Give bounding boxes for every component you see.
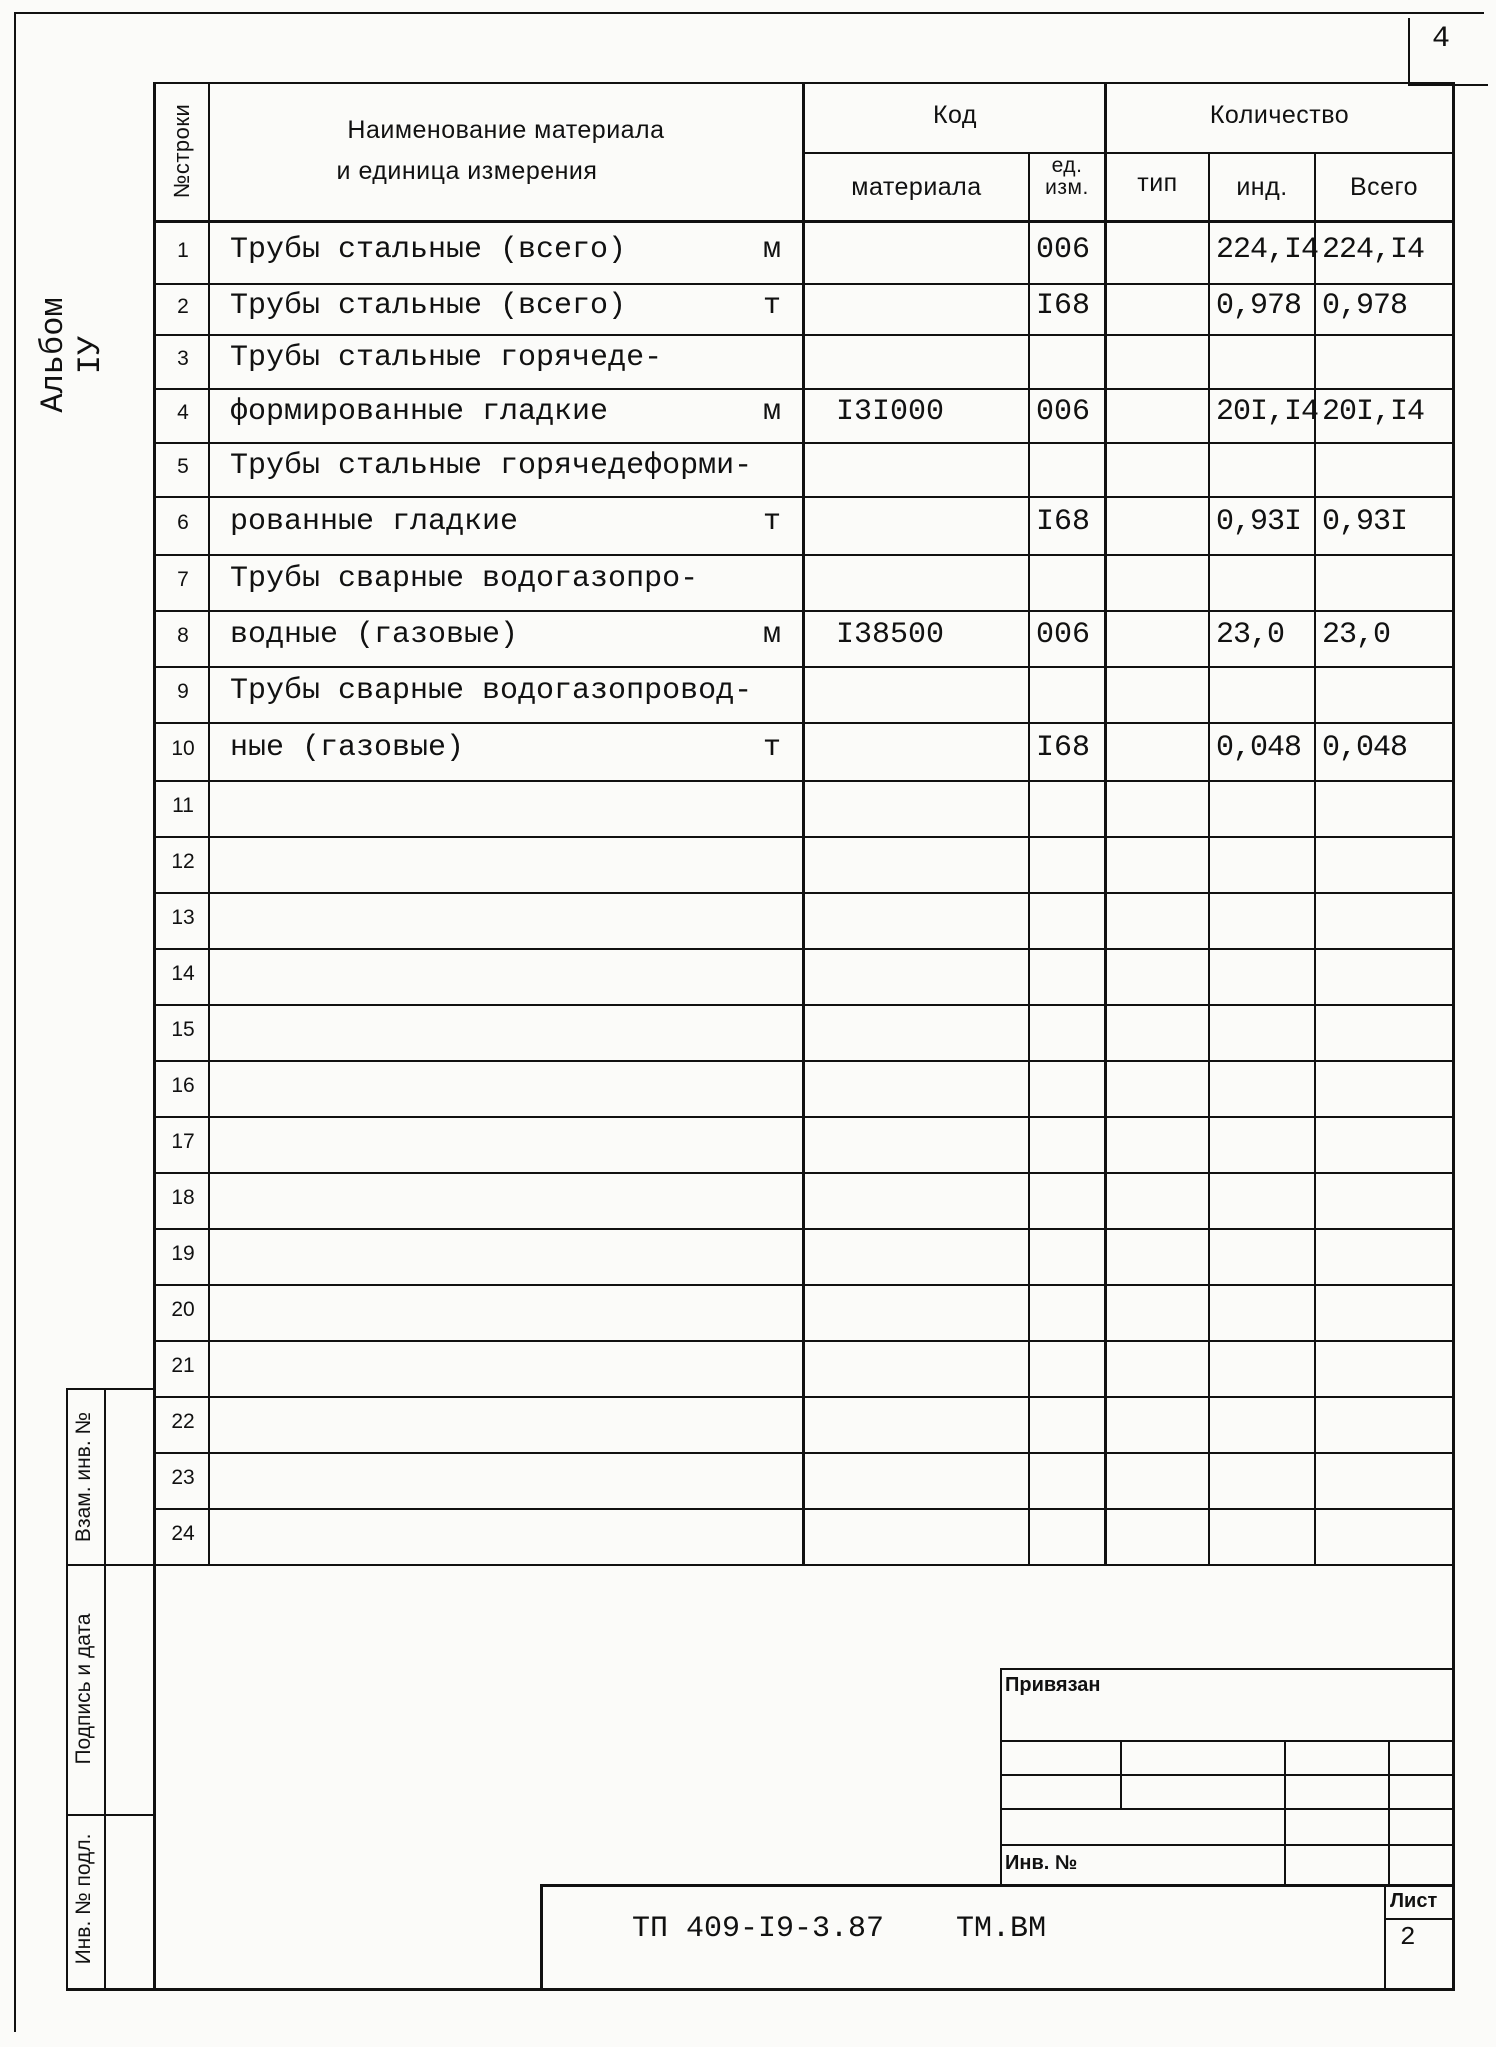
row-number: 14 xyxy=(171,962,195,985)
row-number: 10 xyxy=(171,737,195,760)
header-total: Всего xyxy=(1349,173,1419,201)
side-stamp-left xyxy=(66,1388,68,1990)
row-number: 19 xyxy=(171,1242,195,1265)
row-number: 9 xyxy=(177,680,189,703)
unit-code: I68 xyxy=(1036,288,1091,323)
quantity-total: 224,I4 xyxy=(1322,232,1425,267)
material-name: водные (газовые) xyxy=(230,618,519,652)
left-border xyxy=(14,12,16,2032)
material-name: Трубы сварные водогазопро- xyxy=(230,562,699,596)
quantity-total: 0,978 xyxy=(1322,288,1408,323)
material-name: Трубы стальные горячеде- xyxy=(230,341,663,375)
row-number: 16 xyxy=(171,1074,195,1097)
row-number: 23 xyxy=(171,1466,195,1489)
row-number: 22 xyxy=(171,1410,195,1433)
row-divider xyxy=(153,1228,1455,1230)
header-row-number: №строки xyxy=(169,103,194,199)
row-divider xyxy=(153,334,1455,336)
row-number: 21 xyxy=(171,1354,195,1377)
row-divider xyxy=(153,666,1455,668)
row-number: 2 xyxy=(177,294,189,318)
material-name: формированные гладкие xyxy=(230,395,609,429)
row-divider xyxy=(153,1508,1455,1510)
header-code: Код xyxy=(932,101,977,129)
row-number: 5 xyxy=(177,455,189,478)
page-number: 4 xyxy=(1432,22,1451,56)
row-divider xyxy=(153,836,1455,838)
unit-code: 006 xyxy=(1036,618,1091,652)
header-unit: ед. изм. xyxy=(1045,154,1089,200)
material-name: рованные гладкие xyxy=(230,505,519,539)
row-number: 20 xyxy=(171,1298,195,1321)
row-divider xyxy=(153,1284,1455,1286)
material-code: I38500 xyxy=(836,618,945,652)
unit-symbol: м xyxy=(762,232,781,267)
row-divider xyxy=(153,1116,1455,1118)
row-number: 18 xyxy=(171,1186,195,1209)
row-divider xyxy=(153,388,1455,390)
unit-code: 006 xyxy=(1036,232,1091,267)
header-type: тип xyxy=(1137,169,1178,197)
row-divider xyxy=(153,610,1455,612)
row-divider xyxy=(153,1004,1455,1006)
unit-code: 006 xyxy=(1036,395,1091,429)
title-block-left xyxy=(540,1884,543,1990)
row-divider xyxy=(153,442,1455,444)
material-code: I3I000 xyxy=(836,395,945,429)
row-divider xyxy=(153,554,1455,556)
quantity-ind: 0,978 xyxy=(1216,288,1302,323)
sheet-label: Лист xyxy=(1390,1890,1438,1912)
row-divider xyxy=(153,1172,1455,1174)
quantity-ind: 20I,I4 xyxy=(1216,395,1319,429)
quantity-total: 23,0 xyxy=(1322,618,1391,652)
row-divider xyxy=(153,780,1455,782)
frame-right xyxy=(1452,82,1455,1990)
row-divider xyxy=(153,1396,1455,1398)
row-number: 24 xyxy=(171,1522,195,1545)
material-name: Трубы стальные (всего) xyxy=(230,288,627,323)
row-number: 13 xyxy=(171,906,195,929)
col-sep-material xyxy=(1028,152,1030,1564)
material-name: Трубы стальные горячедеформи- xyxy=(230,449,753,483)
row-divider xyxy=(153,892,1455,894)
col-sep-type xyxy=(1208,152,1210,1564)
row-divider xyxy=(153,496,1455,498)
row-divider xyxy=(153,1060,1455,1062)
unit-symbol: т xyxy=(762,288,781,323)
header-name-line1: Наименование материала xyxy=(347,116,665,144)
row-number: 12 xyxy=(171,850,195,873)
unit-symbol: м xyxy=(762,395,781,429)
row-divider xyxy=(153,1452,1455,1454)
replaced-inv-label: Взам. инв. № xyxy=(72,1411,95,1543)
row-number: 7 xyxy=(177,568,189,591)
document-code: ТП 409-I9-3.87 ТМ.ВМ xyxy=(632,1912,1047,1946)
row-number: 15 xyxy=(171,1018,195,1041)
col-sep-ind xyxy=(1314,152,1316,1564)
row-divider xyxy=(153,1564,1455,1566)
row-divider xyxy=(153,948,1455,950)
unit-code: I68 xyxy=(1036,505,1091,539)
top-border xyxy=(14,12,1484,14)
row-divider xyxy=(153,283,1455,285)
inv-no-label: Инв. № xyxy=(1005,1852,1078,1874)
row-divider xyxy=(153,1340,1455,1342)
quantity-ind: 0,93I xyxy=(1216,505,1302,539)
album-label: Альбом IУ xyxy=(35,297,109,413)
binding-block-top xyxy=(1000,1668,1454,1670)
signature-date-label: Подпись и дата xyxy=(72,1613,95,1765)
row-number: 1 xyxy=(177,238,189,262)
header-ind: инд. xyxy=(1236,173,1288,201)
side-stamp-mid xyxy=(104,1388,106,1990)
quantity-total: 20I,I4 xyxy=(1322,395,1425,429)
title-block-top xyxy=(540,1884,1454,1887)
header-name-line2: и единица измерения xyxy=(336,157,598,185)
unit-symbol: м xyxy=(762,618,781,652)
unit-code: I68 xyxy=(1036,731,1091,765)
quantity-ind: 23,0 xyxy=(1216,618,1285,652)
row-number: 11 xyxy=(172,794,194,817)
material-name: Трубы сварные водогазопровод- xyxy=(230,674,753,708)
row-divider xyxy=(153,722,1455,724)
header-quantity: Количество xyxy=(1209,101,1350,129)
frame-bottom xyxy=(66,1988,1455,1991)
unit-symbol: т xyxy=(762,731,781,765)
row-number: 17 xyxy=(171,1130,195,1153)
row-number: 6 xyxy=(177,511,189,534)
quantity-ind: 224,I4 xyxy=(1216,232,1319,267)
row-number: 3 xyxy=(177,347,189,370)
row-number: 4 xyxy=(177,401,189,424)
material-name: ные (газовые) xyxy=(230,731,465,765)
page-number-box xyxy=(1408,18,1410,84)
binding-block-left xyxy=(1000,1668,1002,1884)
header-material: материала xyxy=(851,173,982,201)
bound-label: Привязан xyxy=(1005,1674,1101,1696)
quantity-ind: 0,048 xyxy=(1216,731,1302,765)
row-number: 8 xyxy=(177,624,189,647)
sheet-number: 2 xyxy=(1400,1922,1416,1952)
unit-symbol: т xyxy=(762,505,781,539)
original-inv-label: Инв. № подл. xyxy=(72,1833,95,1965)
quantity-total: 0,048 xyxy=(1322,731,1408,765)
material-name: Трубы стальные (всего) xyxy=(230,232,627,267)
quantity-total: 0,93I xyxy=(1322,505,1408,539)
